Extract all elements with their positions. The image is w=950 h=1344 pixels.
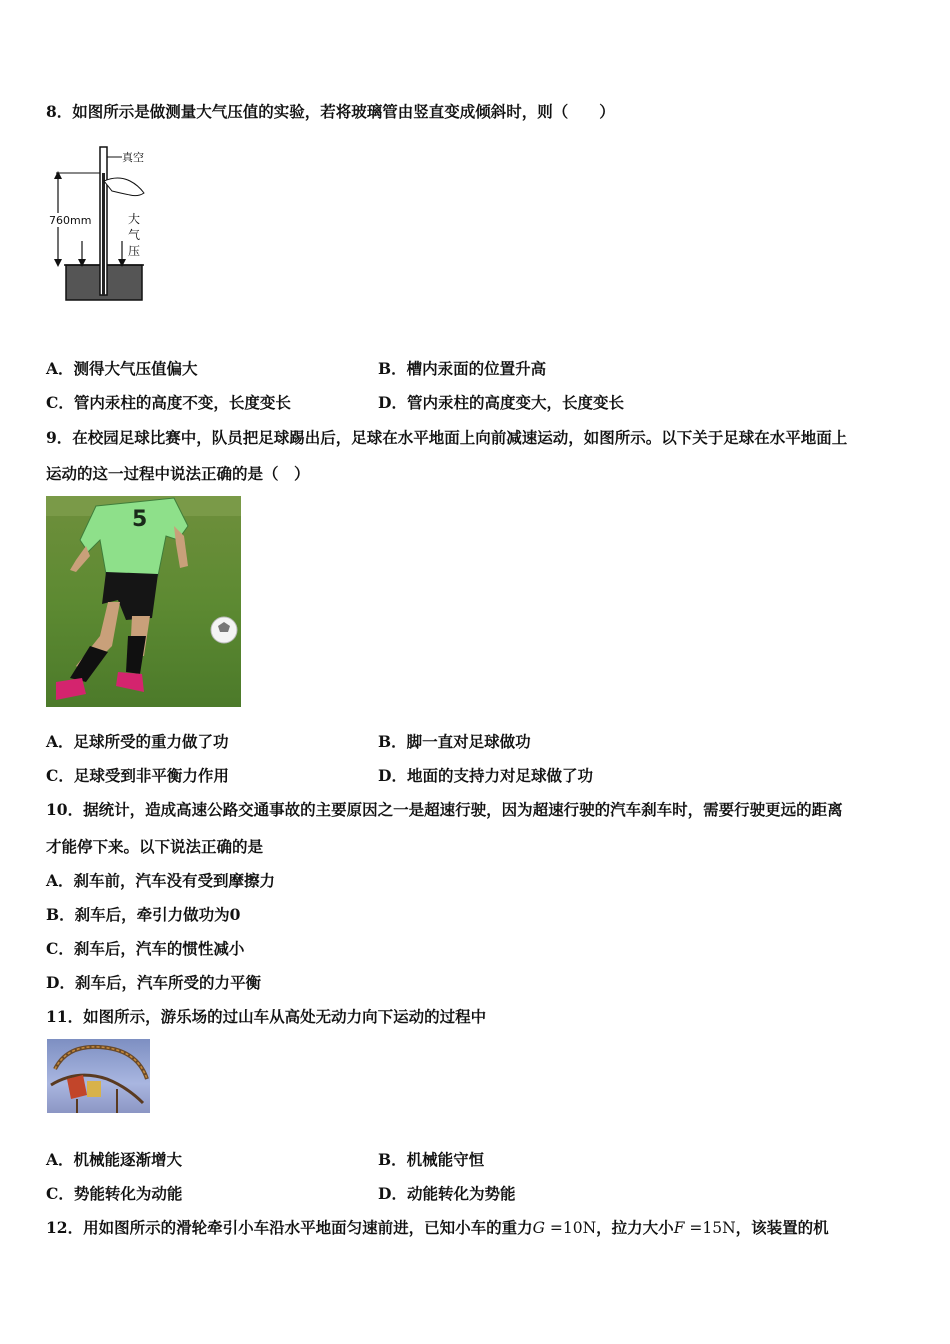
vacuum-label: 真空: [122, 151, 144, 164]
q10-stem-line1: 10．据统计，造成高速公路交通事故的主要原因之一是超速行驶，因为超速行驶的汽车刹车时，需要行驶更远的距离: [46, 800, 843, 819]
q9-option-d[interactable]: D．地面的支持力对足球做了功: [378, 766, 593, 785]
barometer-figure: [46, 143, 158, 303]
q9-stem-line1: 9．在校园足球比赛中，队员把足球踢出后，足球在水平地面上向前减速运动，如图所示。以下关于足球在水平地面上: [46, 428, 848, 447]
q12-stem-part-c: ，该装置的机: [735, 1218, 829, 1237]
mercury-column: [102, 173, 105, 295]
q12-stem-part-b: ，拉力大小: [596, 1218, 674, 1237]
roller-coaster-photo: [47, 1039, 150, 1113]
q12-g-value: =10N: [544, 1219, 597, 1237]
q9-option-b[interactable]: B．脚一直对足球做功: [378, 732, 531, 751]
q8-option-a[interactable]: A．测得大气压值偏大: [46, 359, 198, 378]
q8-option-c[interactable]: C．管内汞柱的高度不变，长度变长: [46, 393, 291, 412]
q11-option-d[interactable]: D．动能转化为势能: [378, 1184, 516, 1203]
q9-option-c[interactable]: C．足球受到非平衡力作用: [46, 766, 229, 785]
pressure-label-1: 大: [128, 212, 141, 226]
q12-stem-part-a: 12．用如图所示的滑轮牵引小车沿水平地面匀速前进，已知小车的重力: [46, 1218, 533, 1237]
jersey-number: 5: [132, 507, 148, 532]
q11-option-b[interactable]: B．机械能守恒: [378, 1150, 485, 1169]
q10-option-d[interactable]: D．刹车后，汽车所受的力平衡: [46, 973, 261, 992]
q10-option-c[interactable]: C．刹车后，汽车的惯性减小: [46, 939, 245, 958]
height-label: 760mm: [49, 214, 92, 227]
q11-stem: 11．如图所示，游乐场的过山车从高处无动力向下运动的过程中: [46, 1007, 487, 1026]
q10-stem-line2: 才能停下来。以下说法正确的是: [46, 837, 264, 856]
q12-f-value: =15N: [684, 1219, 736, 1237]
q10-option-a[interactable]: A．刹车前，汽车没有受到摩擦力: [46, 871, 276, 890]
q8-option-b[interactable]: B．槽内汞面的位置升高: [378, 359, 547, 378]
hand-icon: [104, 178, 144, 196]
q12-f-symbol: F: [673, 1219, 685, 1237]
q10-option-b[interactable]: B．刹车后，牵引力做功为0: [46, 905, 241, 924]
q11-option-c[interactable]: C．势能转化为动能: [46, 1184, 183, 1203]
q9-stem-line2: 运动的这一过程中说法正确的是（ ）: [46, 464, 310, 483]
q11-option-a[interactable]: A．机械能逐渐增大: [46, 1150, 183, 1169]
soccer-photo: [46, 496, 241, 707]
q12-stem: [46, 1218, 829, 1238]
pressure-label-2: 气: [128, 228, 141, 242]
q9-option-a[interactable]: A．足球所受的重力做了功: [46, 732, 229, 751]
q12-g-symbol: G: [532, 1219, 545, 1237]
q8-option-d[interactable]: D．管内汞柱的高度变大，长度变长: [378, 393, 624, 412]
pressure-label-3: 压: [128, 244, 141, 258]
q8-stem: 8．如图所示是做测量大气压值的实验，若将玻璃管由竖直变成倾斜时，则（ ）: [46, 102, 615, 121]
